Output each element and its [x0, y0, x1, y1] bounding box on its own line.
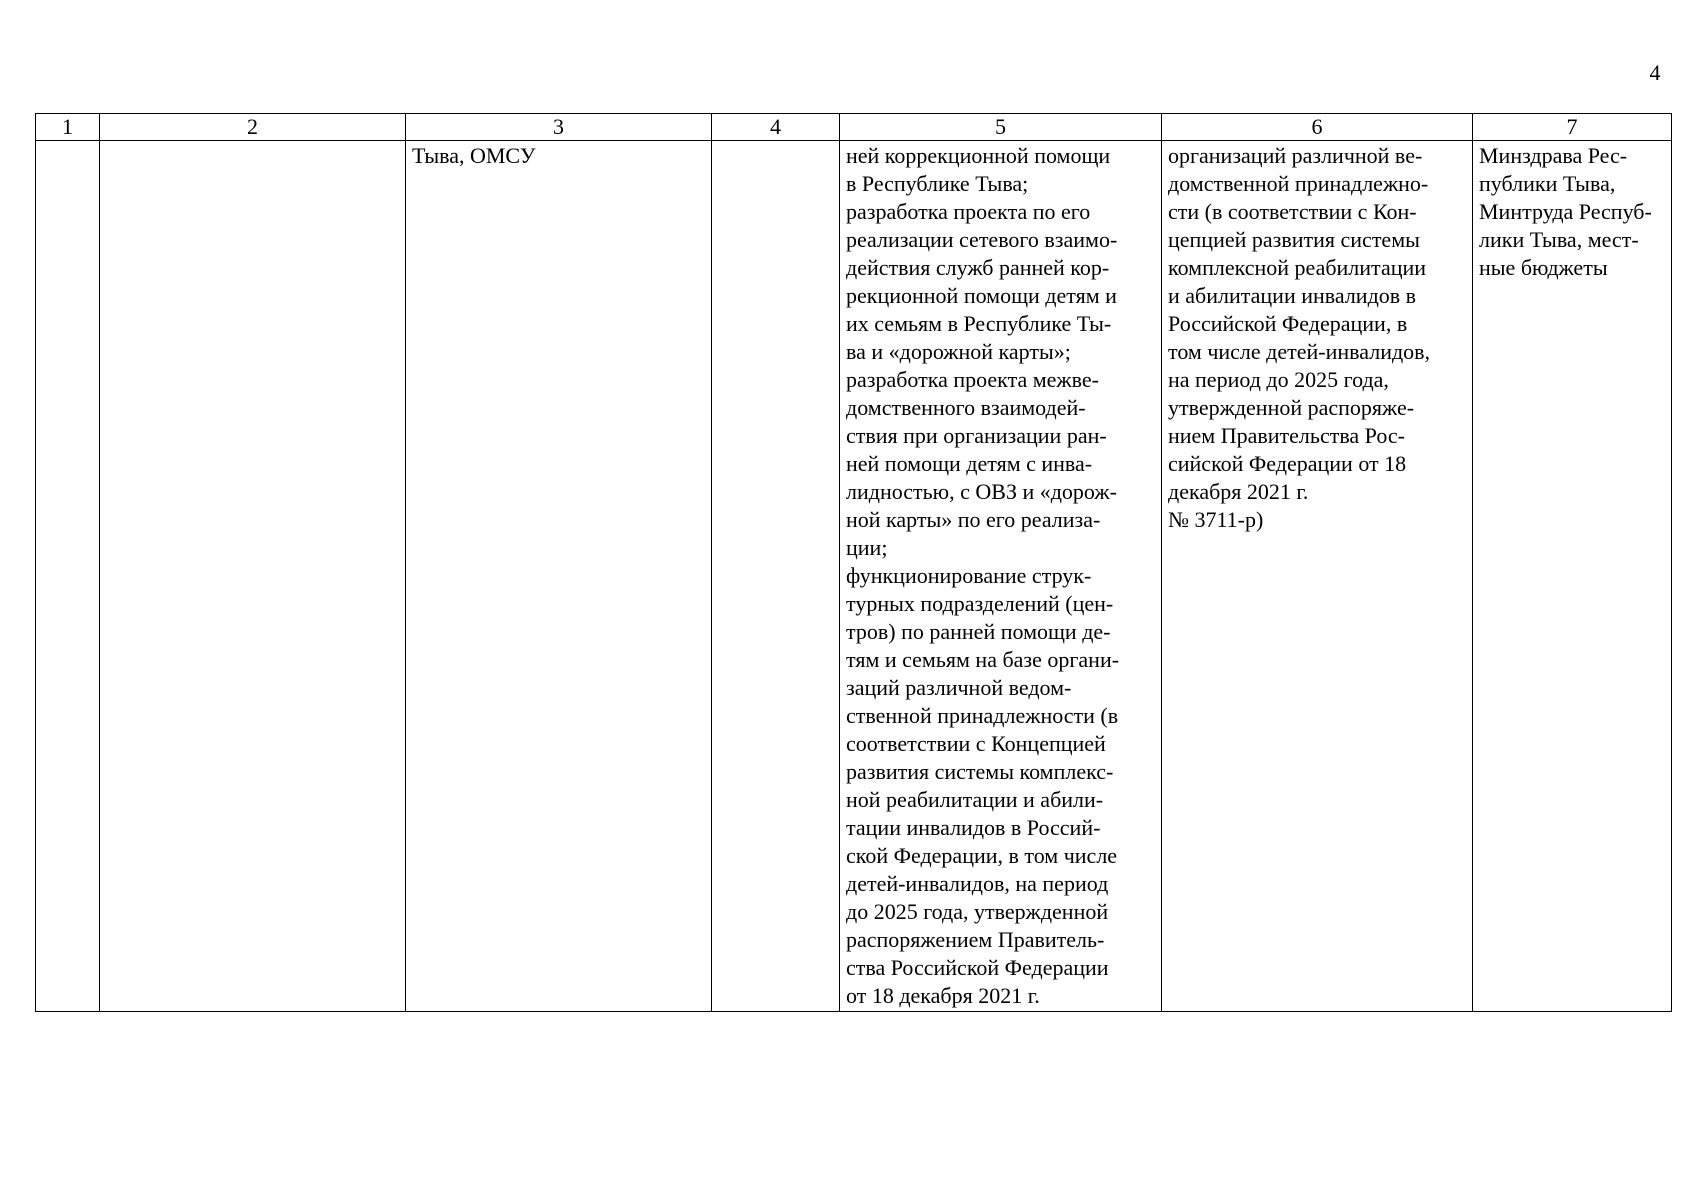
- document-table: [35, 113, 1672, 1012]
- header-col-5: 5: [840, 114, 1162, 141]
- cell-results: организаций различной ве- домственной принадлежно- сти (в соответствии с Кон- цепцией развития системы комплексной реабилитации и абилитации инвалидов в Российской Федерации, в том числе детей-инвалидов, на период до 2025 года, утвержденной распоряже- нием Правительства Рос- сийской Федерации от 18 декабря 2021 г. № 3711-р): [1162, 141, 1473, 1012]
- cell-responsible: Тыва, ОМСУ: [406, 141, 712, 1012]
- header-col-2: 2: [100, 114, 406, 141]
- header-col-4: 4: [712, 114, 840, 141]
- cell-col-2: [100, 141, 406, 1012]
- cell-col-4: [712, 141, 840, 1012]
- cell-col-1: [36, 141, 100, 1012]
- cell-funding: Минздрава Рес- публики Тыва, Минтруда Респуб- лики Тыва, мест- ные бюджеты: [1473, 141, 1672, 1012]
- table-row: [36, 141, 1672, 1012]
- cell-activities: ней коррекционной помощи в Республике Тыва; разработка проекта по его реализации сетевого взаимо- действия служб ранней кор- рекционной помощи детям и их семьям в Республике Ты- ва и «дорожной карты»; разработка проекта межве- домственного взаимодей- ствия при организации ран- ней помощи детям с инва- лидностью, с ОВЗ и «дорож- ной карты» по его реализа- ции; функционирование струк- турных подразделений (цен- тров) по ранней помощи де- тям и семьям на базе органи- заций различной ведом- ственной принадлежности (в соответствии с Концепцией развития системы комплекс- ной реабилитации и абили- тации инвалидов в Россий- ской Федерации, в том числе детей-инвалидов, на период до 2025 года, утвержденной распоряжением Правитель- ства Российской Федерации от 18 декабря 2021 г.: [840, 141, 1162, 1012]
- header-col-6: 6: [1162, 114, 1473, 141]
- header-col-7: 7: [1473, 114, 1672, 141]
- header-row: [36, 114, 1672, 141]
- header-col-3: 3: [406, 114, 712, 141]
- header-col-1: 1: [36, 114, 100, 141]
- page-number: 4: [1649, 60, 1661, 85]
